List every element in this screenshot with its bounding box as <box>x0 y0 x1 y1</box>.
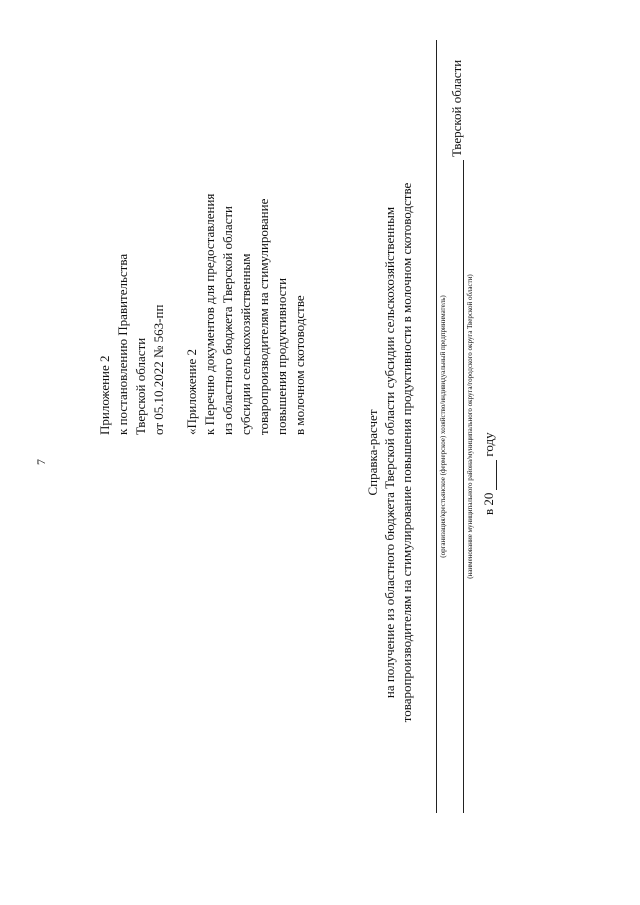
year-row <box>481 432 497 515</box>
year-blank <box>484 460 497 490</box>
municipality-caption: (наименование муниципального района/муниципального округа/городского округа Тверской области) <box>466 274 474 579</box>
quoted-appendix-line: повышения продуктивности <box>274 277 289 435</box>
title-heading: Справка-расчет <box>365 409 380 496</box>
year-prefix: в 20 <box>481 492 496 515</box>
quoted-appendix-line: к Перечню документов для предоставления <box>202 193 217 435</box>
year-suffix: году <box>481 432 496 457</box>
appendix-line: от 05.10.2022 № 563-пп <box>151 304 166 435</box>
region-suffix: Тверской области <box>449 59 464 157</box>
appendix-header <box>96 254 168 435</box>
quoted-appendix-line: из областного бюджета Тверской области <box>220 206 235 435</box>
page-number: 7 <box>34 459 48 465</box>
quoted-appendix-header <box>183 194 309 435</box>
quoted-appendix-line: в молочном скотоводстве <box>292 295 307 435</box>
quoted-appendix-line: товаропроизводителям на стимулирование <box>256 198 271 435</box>
appendix-line: Тверской области <box>133 337 148 435</box>
title-line-1: на получение из областного бюджета Тверской области субсидии сельскохозяйственным <box>382 206 397 699</box>
quoted-appendix-line: «Приложение 2 <box>184 348 199 435</box>
appendix-line: Приложение 2 <box>97 355 112 435</box>
organization-caption: (организация/крестьянское (фермерское) хозяйство/индивидуальный предприниматель) <box>439 295 447 558</box>
title-line-2: товаропроизводителям на стимулирование повышения продуктивности в молочном скотоводстве <box>399 182 414 723</box>
municipality-blank-line <box>463 160 464 813</box>
appendix-line: к постановлению Правительства <box>115 253 130 435</box>
organization-blank-line <box>436 40 437 813</box>
document-title <box>364 40 415 865</box>
quoted-appendix-line: субсидии сельскохозяйственным <box>238 253 253 435</box>
